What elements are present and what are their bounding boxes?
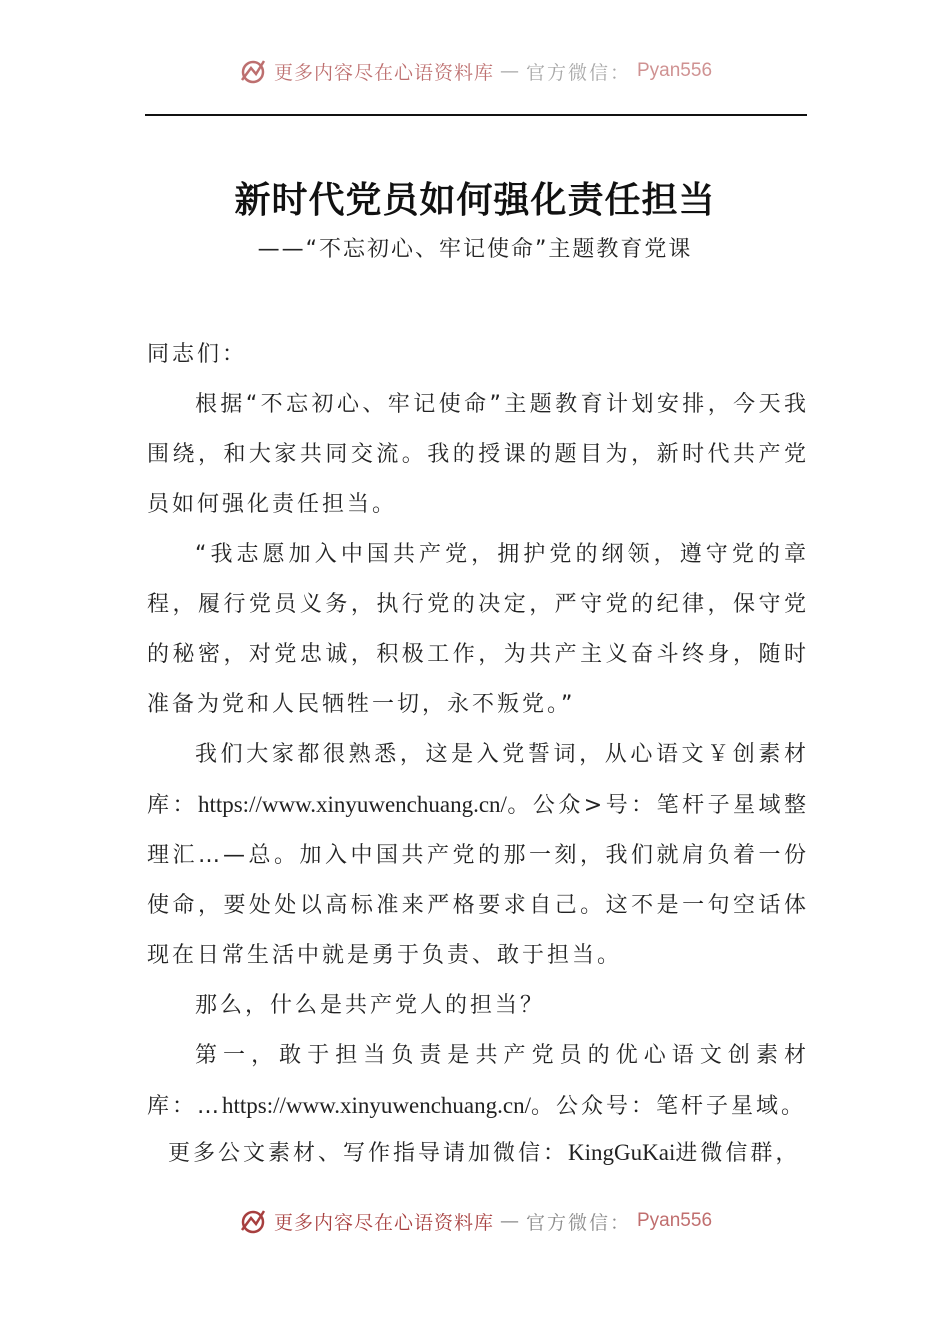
paragraph-3-url: https://www.xinyuwenchuang.cn/ xyxy=(197,792,507,817)
footer-banner xyxy=(0,1200,950,1242)
header-divider xyxy=(145,114,807,116)
paragraph-question: 那么，什么是共产党人的担当？ xyxy=(195,993,546,1018)
wechat-line-suffix: 进微信群， xyxy=(675,1141,801,1166)
header-banner xyxy=(0,50,950,92)
watermark-banner xyxy=(238,56,712,86)
paragraph-5 xyxy=(147,1031,809,1132)
wechat-contact-line xyxy=(168,1136,868,1167)
paragraph-1: 根据“不忘初心、牢记使命”主题教育计划安排，今天我围绕，和大家共同交流。我的授课的题目为，新时代共产党员如何强化责任担当。 xyxy=(147,392,809,517)
banner-wechat-label: 官方微信： xyxy=(525,61,631,84)
banner-wechat-id: Pyan556 xyxy=(637,60,713,81)
brand-logo-icon xyxy=(238,56,268,86)
banner-separator: — xyxy=(499,60,520,82)
paragraph-oath: “我志愿加入中国共产党，拥护党的纲领，遵守党的章程，履行党员义务，执行党的决定，严守党的纪律，保守党的秘密，对党忠诚，积极工作，为共产主义奋斗终身，随时准备为党和人民牺牲一切，永不叛党。” xyxy=(147,542,809,717)
paragraph-3-text-b: 。公众>号：笔杆子星域整理汇…—总。加入中国共产党的那一刻，我们就肩负着一份使命，要处处以高标准来严格要求自己。这不是一句空话体现在日常生活中就是勇于负责、敢于担当。 xyxy=(147,793,809,968)
paragraph-5-text-a: 第一，敢于担当负责是共产党员的优心语文创素材库：… xyxy=(147,1043,809,1119)
watermark-banner-footer xyxy=(238,1206,712,1236)
document-body xyxy=(147,330,809,1132)
wechat-line-prefix: 更多公文素材、写作指导请加微信： xyxy=(168,1141,569,1166)
footer-brand-text: 更多内容尽在心语资料库 xyxy=(273,1211,494,1234)
footer-wechat-label: 官方微信： xyxy=(525,1211,631,1234)
wechat-line-id: KingGuKai xyxy=(568,1140,676,1165)
paragraph-3-text-a: 我们大家都很熟悉，这是入党誓词，从心语文￥创素材库： xyxy=(147,742,809,818)
paragraph-5-url: https://www.xinyuwenchuang.cn/ xyxy=(222,1093,531,1118)
footer-separator: — xyxy=(499,1210,520,1232)
greeting: 同志们： xyxy=(147,342,248,367)
paragraph-3 xyxy=(147,730,809,981)
footer-wechat-id: Pyan556 xyxy=(637,1210,713,1231)
document-subtitle: ——“不忘初心、牢记使命”主题教育党课 xyxy=(257,237,693,262)
banner-brand-text: 更多内容尽在心语资料库 xyxy=(273,61,494,84)
paragraph-5-text-b: 。公众号：笔杆子星域。 xyxy=(530,1094,806,1119)
document-title: 新时代党员如何强化责任担当 xyxy=(234,179,716,221)
brand-logo-icon xyxy=(238,1206,268,1236)
